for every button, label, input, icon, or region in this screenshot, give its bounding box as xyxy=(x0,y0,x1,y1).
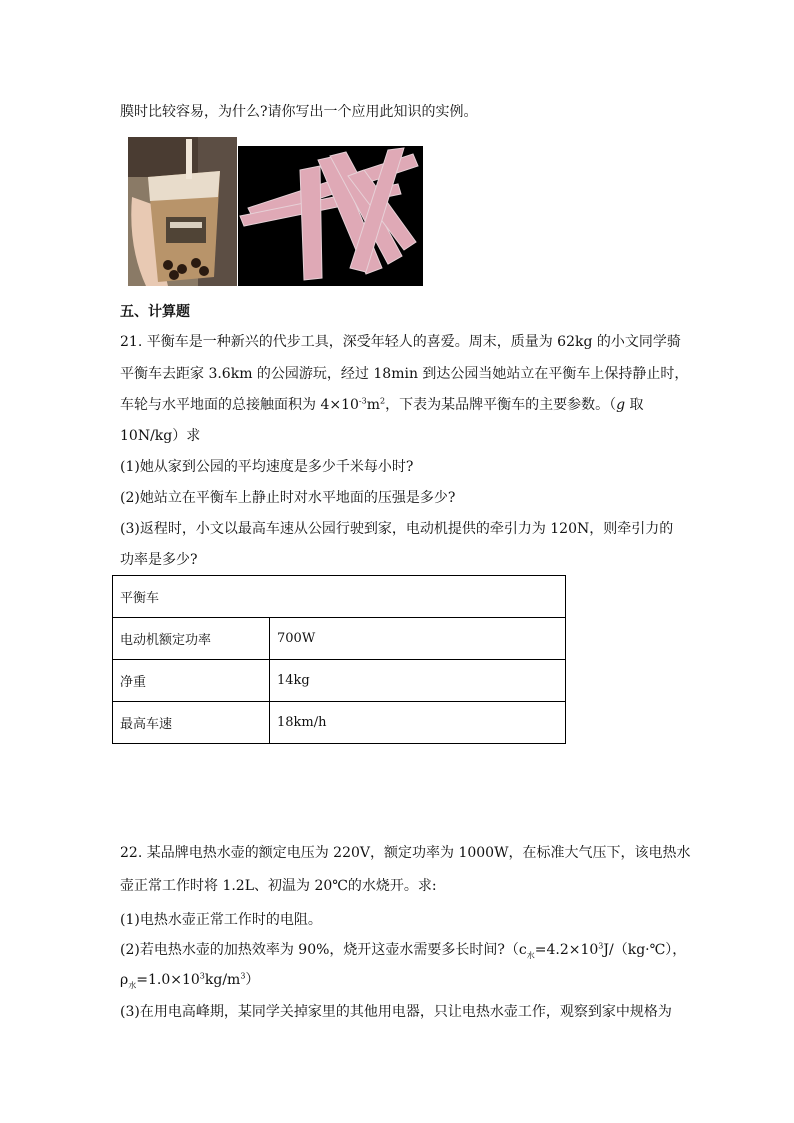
q22-sub-3: (3)在用电高峰期，某同学关掉家里的其他用电器，只让电热水壶工作，观察到家中规格为 xyxy=(120,1004,672,1020)
q21-sub-3-line-2: 功率是多少? xyxy=(120,552,198,568)
table-row xyxy=(113,618,566,660)
table-cell-value: 700W xyxy=(270,618,566,660)
table-cell-label: 净重 xyxy=(113,660,270,702)
q21-line-4: 10N/kg）求 xyxy=(120,428,201,444)
balance-car-spec-table xyxy=(112,575,566,744)
table-row xyxy=(113,660,566,702)
q21-line-1: 21. 平衡车是一种新兴的代步工具，深受年轻人的喜爱。周末，质量为 62kg 的小文同学骑 xyxy=(120,334,681,350)
q21-sub-2: (2)她站立在平衡车上静止时对水平地面的压强是多少? xyxy=(120,490,456,506)
table-cell-label: 最高车速 xyxy=(113,702,270,744)
q21-line-3: 车轮与水平地面的总接触面积为 $4\times 10^{-3}m^2$，下表为某品牌平衡车的主要参数。（g 取 xyxy=(120,396,644,413)
q21-sub-1: (1)她从家到公园的平均速度是多少千米每小时? xyxy=(120,459,414,475)
q22-line-2: 壶正常工作时将 1.2L、初温为 20℃的水烧开。求: xyxy=(120,878,437,894)
q22-sub-2-line-2: $\rho_水=1.0\times 10^3kg/m^3$） xyxy=(120,971,260,990)
q21-line-2: 平衡车去距家 3.6km 的公园游玩，经过 18min 到达公园当她站立在平衡车上保持静止时， xyxy=(120,366,689,382)
section-title: 五、计算题 xyxy=(120,304,190,320)
table-cell-value: 18km/h xyxy=(270,702,566,744)
table-row xyxy=(113,702,566,744)
q22-sub-2: (2)若电热水壶的加热效率为 90%，烧开这壶水需要多长时间$?(c_水=4.2\times 10^3J/(kg\cdot℃)$， xyxy=(120,941,687,960)
q22-sub-1: (1)电热水壶正常工作时的电阻。 xyxy=(120,912,322,928)
straws-photo xyxy=(238,146,423,286)
table-header-row xyxy=(113,576,566,618)
milk-tea-photo xyxy=(128,137,237,286)
table-cell-label: 电动机额定功率 xyxy=(113,618,270,660)
q21-sub-3-line-1: (3)返程时，小文以最高车速从公园行驶到家，电动机提供的牵引力为 120N，则牵引力的 xyxy=(120,521,674,537)
table-cell-value: 14kg xyxy=(270,660,566,702)
intro-line: 膜时比较容易，为什么?请你写出一个应用此知识的实例。 xyxy=(120,104,478,120)
table-header-cell: 平衡车 xyxy=(113,576,566,618)
q22-line-1: 22. 某品牌电热水壶的额定电压为 220V，额定功率为 1000W，在标准大气压下，该电热水 xyxy=(120,845,691,861)
